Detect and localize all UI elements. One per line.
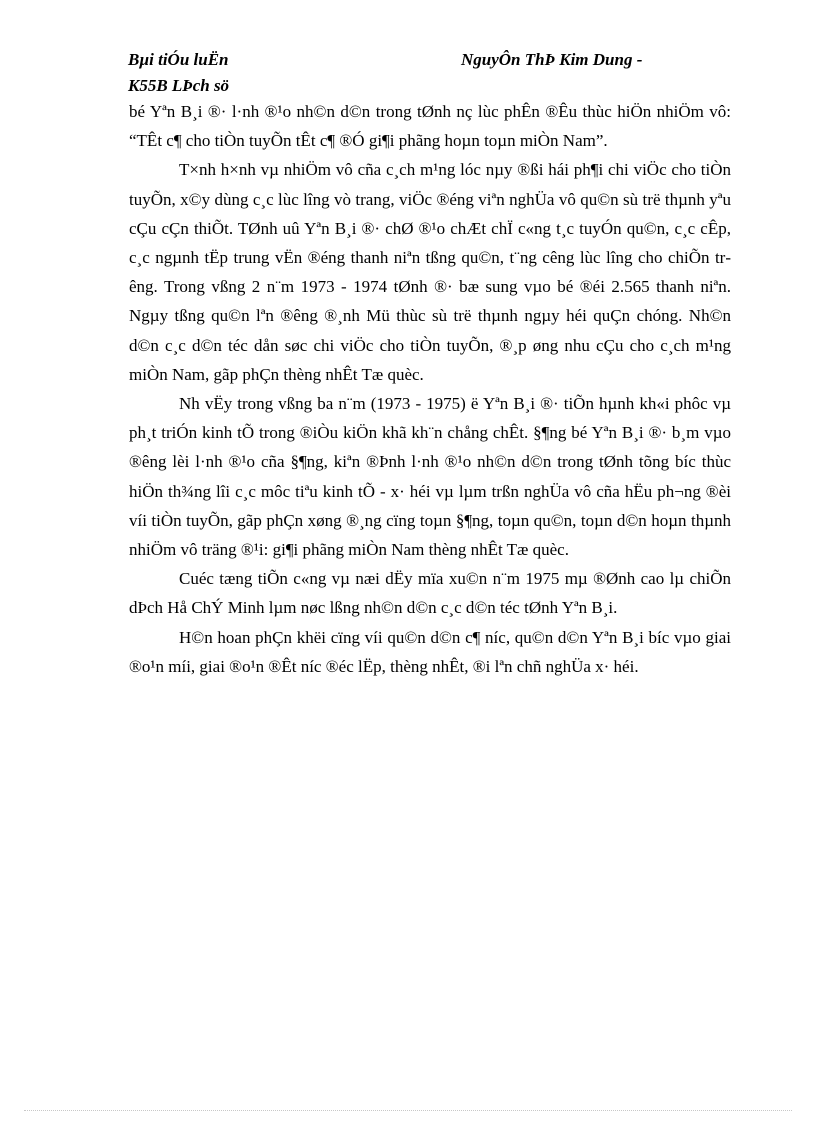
paragraph: Nh vËy trong vßng ba n¨m (1973 - 1975) ë Yªn B¸i ®· tiÕn hµnh kh«i phôc vµ ph¸t triÓn kinh tÕ trong ®iÒu kiÖn khã kh¨n chång chÊt. §¶ng bé Yªn B¸i ®· b¸m vµo ®êng lèi l·nh ®¹o cña §¶ng, kiªn ®Þnh l·nh ®¹o nh©n d©n trong tØnh tõng bíc thùc hiÖn th¾ng lîi c¸c môc tiªu kinh tÕ - x· héi vµ lµm trßn nghÜa vô cña hËu ph¬ng ®èi víi tiÒn tuyÕn, gãp phÇn xøng ®¸ng cïng toµn §¶ng, toµn qu©n, toµn d©n hoµn thµnh nhiÖm vô träng ®¹i: gi¶i phãng miÒn Nam thèng nhÊt Tæ quèc. xyxy=(129,394,731,560)
header-class: K55B LÞch sö xyxy=(128,76,230,95)
paragraph: T×nh h×nh vµ nhiÖm vô cña c¸ch m¹ng lóc nµy ®ßi hái ph¶i chi viÖc cho tiÒn tuyÕn, x©y dùng c¸c lùc lîng vò trang, viÖc ®éng viªn nghÜa vô qu©n sù trë thµnh yªu cÇu cÇn thiÕt. TØnh uû Yªn B¸i ®· chØ ®¹o chÆt chÏ c«ng t¸c tuyÓn qu©n, c¸c cÊp, c¸c ngµnh tËp trung vËn ®éng thanh niªn tßng qu©n, t¨ng cêng lùc lîng cho chiÕn trêng. Trong vßng 2 n¨m 1973 - 1974 tØnh ®· bæ sung vµo bé ®éi 2.565 thanh niªn. Ngµy tßng qu©n lªn ®êng ®¸nh Mü thùc sù trë thµnh ngµy héi quÇn chóng. Nh©n d©n c¸c d©n téc dån søc chi viÖc cho tiÒn tuyÕn, ®¸p øng nhu cÇu cho c¸ch m¹ng miÒn Nam, gãp phÇn thèng nhÊt Tæ quèc. xyxy=(129,160,731,384)
paragraph: Cuéc tæng tiÕn c«ng vµ næi dËy mïa xu©n n¨m 1975 mµ ®Ønh cao lµ chiÕn dÞch Hå ChÝ Minh lµm nøc lßng nh©n d©n c¸c d©n téc tØnh Yªn B¸i. xyxy=(129,569,731,618)
header-author: NguyÔn ThÞ Kim Dung - xyxy=(461,50,643,69)
paragraph: bé Yªn B¸i ®· l·nh ®¹o nh©n d©n trong tØnh nç lùc phÊn ®Êu thùc hiÖn nhiÖm vô: “TÊt c¶ cho tiÒn tuyÕn tÊt c¶ ®Ó gi¶i phãng hoµn toµn miÒn Nam”. xyxy=(129,102,731,151)
header-title: Bµi tiÓu luËn xyxy=(128,50,229,69)
paragraph: H©n hoan phÇn khëi cïng víi qu©n d©n c¶ níc, qu©n d©n Yªn B¸i bíc vµo giai ®o¹n míi, giai ®o¹n ®Êt níc ®éc lËp, thèng nhÊt, ®i lªn chñ nghÜa x· héi. xyxy=(129,627,731,676)
document-body xyxy=(129,97,731,681)
page-bottom-divider xyxy=(24,1110,792,1111)
